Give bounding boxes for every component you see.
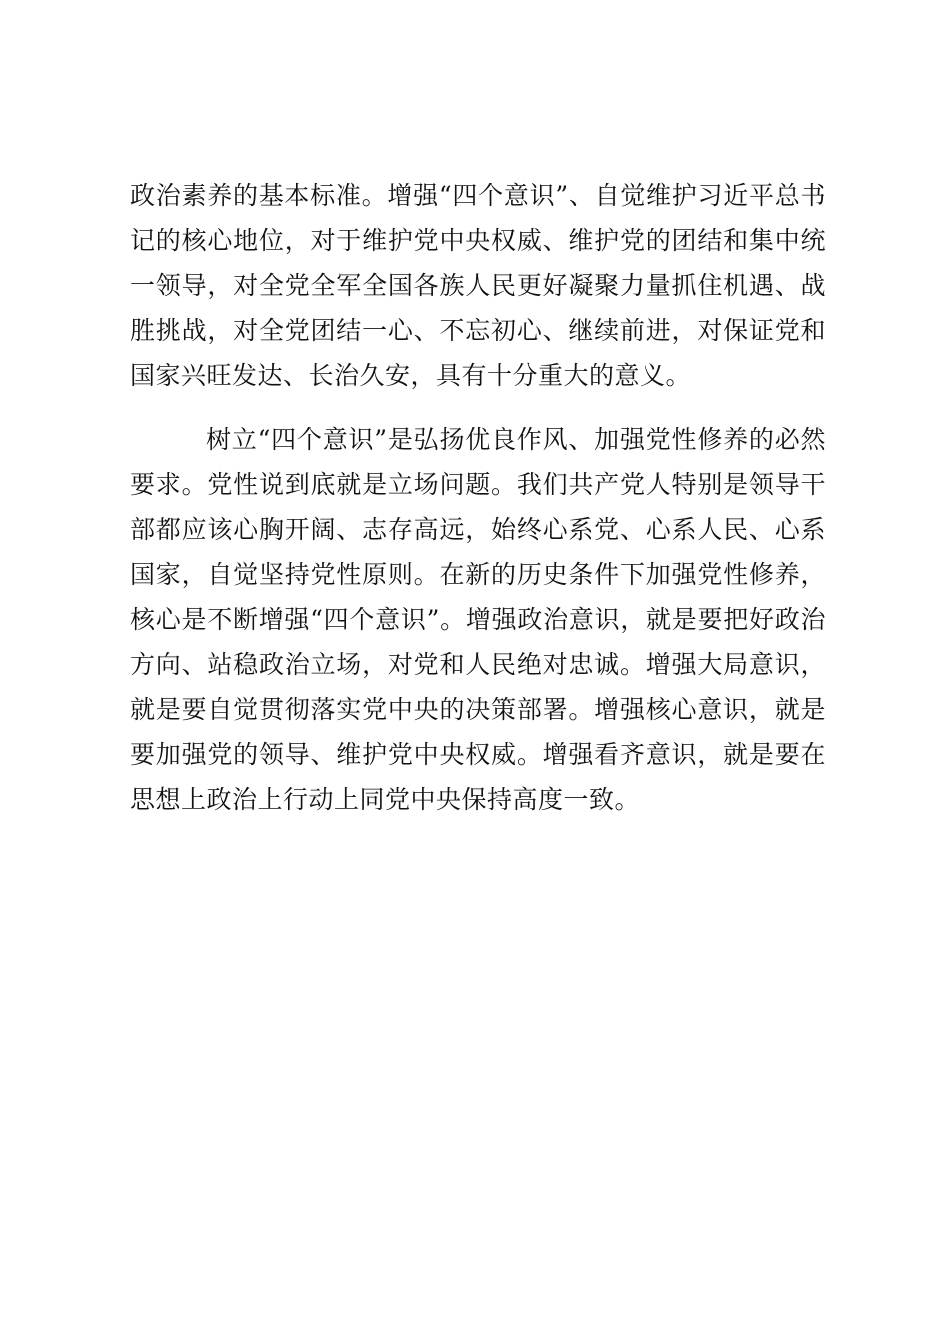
document-body — [130, 173, 826, 822]
paragraph-continuation: 政治素养的基本标准。增强“四个意识”、自觉维护习近平总书记的核心地位，对于维护党中央权威、维护党的团结和集中统一领导，对全党全军全国各族人民更好凝聚力量抓住机遇、战胜挑战，对全党团结一心、不忘初心、继续前进，对保证党和国家兴旺发达、长治久安，具有十分重大的意义。 — [130, 181, 826, 390]
paragraph-four-consciousness: 树立“四个意识”是弘扬优良作风、加强党性修养的必然要求。党性说到底就是立场问题。我们共产党人特别是领导干部都应该心胸开阔、志存高远，始终心系党、心系人民、心系国家，自觉坚持党性原则。在新的历史条件下加强党性修养，核心是不断增强“四个意识”。增强政治意识，就是要把好政治方向、站稳政治立场，对党和人民绝对忠诚。增强大局意识，就是要自觉贯彻落实党中央的决策部署。增强核心意识，就是要加强党的领导、维护党中央权威。增强看齐意识，就是要在思想上政治上行动上同党中央保持高度一致。 — [130, 425, 826, 814]
